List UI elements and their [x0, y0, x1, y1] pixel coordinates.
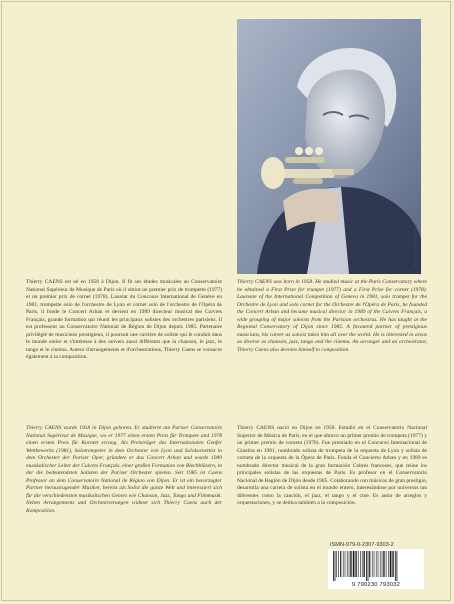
barcode-digits: 9 790230 793032 — [351, 582, 401, 588]
bio-german: Thierry CAENS wurde 1958 in Dijon geboren. Er studierte am Pariser Conservatoire National Supérieur de Musique, wo er 1977 einen ersten Preis für Trompete und 1978 einen ersten Preis für Kornett errang. Als Preisträger des Internationalen Genfer Wettbewerbs (1981), Solotrompeter in dem Orchester von Lyon und Solokornettist in dem Orchester der Pariser Oper, gründete er das Concert Arban und wurde 1989 musikalischer Leiter der Cuivres Français, einer großen Formation von Blechbläsern, in der die bedeutendsten Solisten der Pariser Orchester spielen. Seit 1985 ist Caens Professor an dem Conservatoire National de Région von Dijon. Er ist ein bevorzugter Partner herausragender Musiker, bereist als Solist die ganze Welt und interessiert sich für die verschiedensten musikalischen Genres wie Chanson, Jazz, Tango und Filmmusik. Neben Arrangements und Orchestrierungen widmet sich Thierry Caens auch der Komposition. — [26, 425, 222, 515]
portrait-photo — [237, 19, 421, 274]
bio-french: Thierry CAENS est né en 1958 à Dijon. Il fit ses études musicales au Conservatoire National Supérieur de Musique de Paris où il obtint un premier prix de trompette (1977) et un premier prix de cornet (1978). Lauréat du Concours International de Genève en 1981, trompette solo de l'orchestre de Lyon et cornet solo de l'orchestre de l'Opéra de Paris, il fonde le Concert Arban et devient en 1989 directeur musical des Cuivres Français, grande formation qui réunit les principaux solistes des orchestres parisiens. Il est professeur au Conservatoire National de Région de Dijon depuis 1985. Partenaire privilégié de musiciens prestigieux, il poursuit une carrière de soliste qui le conduit dans le monde entier et s'intéresse à des univers aussi différents que la chanson, le jazz, le tango et le cinéma. Auteur d'arrangements et d'orchestrations, Thierry Caens se consacre également à la composition. — [26, 279, 222, 361]
bio-spanish: Thierry CAENS nació en Dijon en 1958. Estudió en el Conservatorio Nacional Superior de Música de París, en el que obtuvo un primer premio de trompeta (1977) y un primer premio de corneta (1978). Fue premiado en el Concurso Internacional de Ginebra en 1981, nombrado solista de trompeta de la orquesta de Lyon y solista de corneta de la orquesta de la Ópera de París. Funda el Concierto Arban y en 1989 es nombrado director musical de la gran formación Cobres franceses, que reúne los principales solistas de las orquestas de París. Es profesor en el Conservatorio Nacional de Región de Dijón desde 1985. Colaborando con músicos de gran prestigio, desarrolla una carrera de solista en el mundo entero, interesándose por universos tan diferentes como la canción, el jazz, el tango y el cine. Es autor de arreglos y orquestaciones, y se dedica también a la composición. — [237, 425, 428, 507]
barcode — [328, 549, 424, 589]
barcode-bars — [331, 551, 421, 581]
bio-english: Thierry CAENS was born in 1958. He studied music at the Paris Conservatory where he obtained a First Prize for trumpet (1977) and a First Prize for cornet (1978). Laureate of the International Competition of Geneva in 1981, solo trumpet for the Orchestre de Lyon and solo cornet for the Orchestre de l'Opéra de Paris, he founded the Concert Arban and became musical director in 1989 of the Cuivres Français, a wide grouping of major soloists from the Parisian orchestras. He has taught at the Regional Conservatory of Dijon since 1985. A favoured partner of prestigious musicians, his career as soloist takes him all over the world. He is interested in areas as diverse as chanson, jazz, tango and the cinema. An arranger and an orchestrator, Thierry Caens also devotes himself to composition. — [237, 279, 427, 353]
isbn-number: ISMN-979-0-2307-9303-2 — [330, 542, 394, 548]
photo-credit: Photo : Michel NOREL — [413, 223, 418, 268]
